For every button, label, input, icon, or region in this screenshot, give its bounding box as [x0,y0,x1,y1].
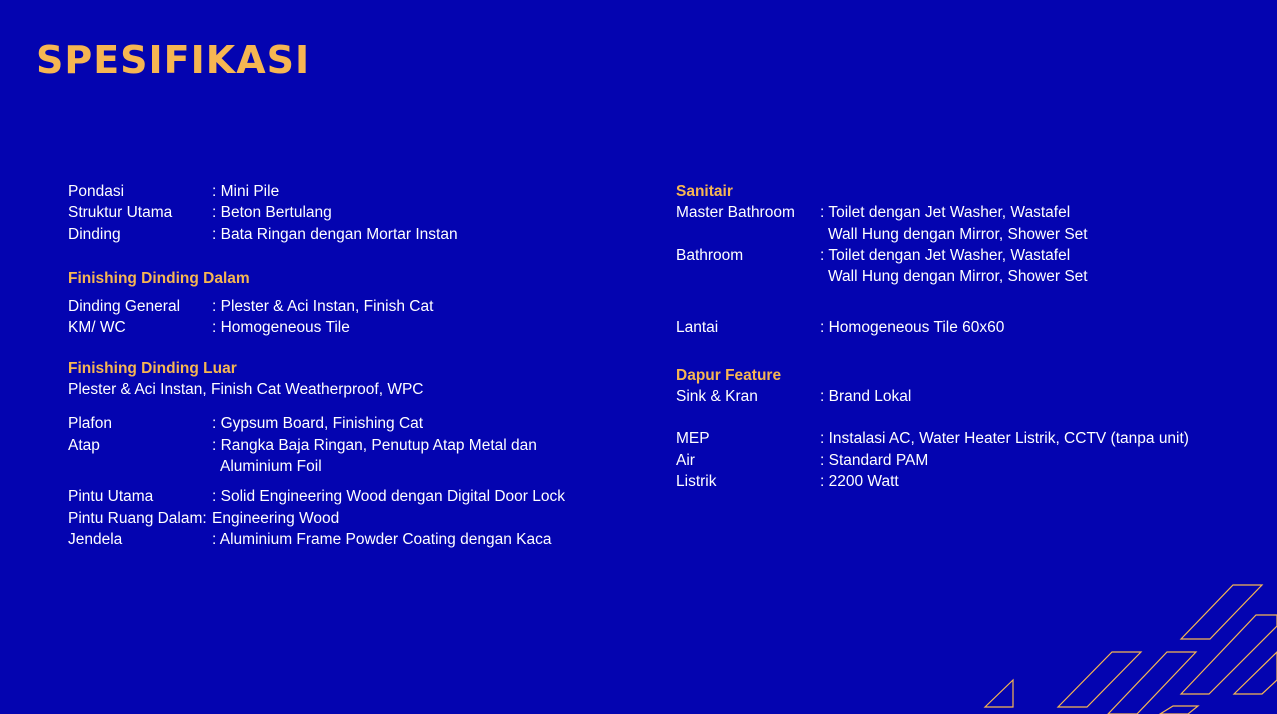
spec-label: Air [676,451,695,469]
spec-label: Pintu Utama [68,488,154,506]
spec-label: Jendela [68,530,123,548]
section-heading-sanitair: Sanitair [676,183,733,200]
spec-value-continued: Wall Hung dengan Mirror, Shower Set [828,268,1088,286]
spec-label: Dinding [68,225,121,243]
section-heading-dapur: Dapur Feature [676,366,782,384]
spec-label: Plafon [68,415,112,433]
spec-label: Pintu Ruang Dalam: [68,509,207,527]
spec-value-continued: Wall Hung dengan Mirror, Shower Set [828,225,1088,243]
spec-label: Sink & Kran [676,388,758,406]
page-title: SPESIFIKASI [36,38,311,82]
spec-label: Dinding General [68,298,181,316]
spec-value: : Instalasi AC, Water Heater Listrik, CCTV (tanpa unit) [820,430,1189,448]
stripe-shape [1181,585,1262,639]
stripe-shape [1108,652,1196,714]
spec-value: : Gypsum Board, Finishing Cat [212,415,424,433]
spec-label: Listrik [676,472,717,490]
spec-value: : Toilet dengan Jet Washer, Wastafel [820,246,1071,264]
section-heading-finishing-luar: Finishing Dinding Luar [68,359,237,377]
spec-label: Atap [68,436,100,454]
spec-value: : Rangka Baja Ringan, Penutup Atap Metal dan [212,436,537,454]
spec-label: Master Bathroom [676,204,795,222]
stripe-shape [1160,706,1198,714]
spec-value-continued: Aluminium Foil [220,457,322,475]
spec-label: Lantai [676,319,719,337]
spec-label: Pondasi [68,183,125,200]
spec-label: MEP [676,430,710,448]
spec-value: : Toilet dengan Jet Washer, Wastafel [820,204,1071,222]
spec-value: : Homogeneous Tile [212,319,350,337]
spec-label: Struktur Utama [68,204,173,222]
stripe-shape [985,680,1013,707]
spec-value: : Mini Pile [212,183,280,200]
spec-label: Bathroom [676,246,744,264]
stripe-shape [1234,652,1277,694]
spec-value: : Standard PAM [820,451,929,469]
spec-value: : Solid Engineering Wood dengan Digital Door Lock [212,488,565,506]
spec-label: KM/ WC [68,319,126,337]
spec-value: Engineering Wood [212,509,340,527]
spec-value: : Bata Ringan dengan Mortar Instan [212,225,458,243]
spec-value: : Brand Lokal [820,388,912,406]
section-heading-finishing-dalam: Finishing Dinding Dalam [68,269,250,287]
spec-value: : Aluminium Frame Powder Coating dengan Kaca [212,530,552,548]
finishing-luar-text: Plester & Aci Instan, Finish Cat Weatherproof, WPC [68,381,424,399]
spec-value: : 2200 Watt [820,472,899,490]
spec-value: : Plester & Aci Instan, Finish Cat [212,298,434,316]
spec-value: : Homogeneous Tile 60x60 [820,319,1005,337]
stripe-shape [1058,652,1141,707]
spec-value: : Beton Bertulang [212,204,332,222]
stripe-shape [1181,615,1277,694]
